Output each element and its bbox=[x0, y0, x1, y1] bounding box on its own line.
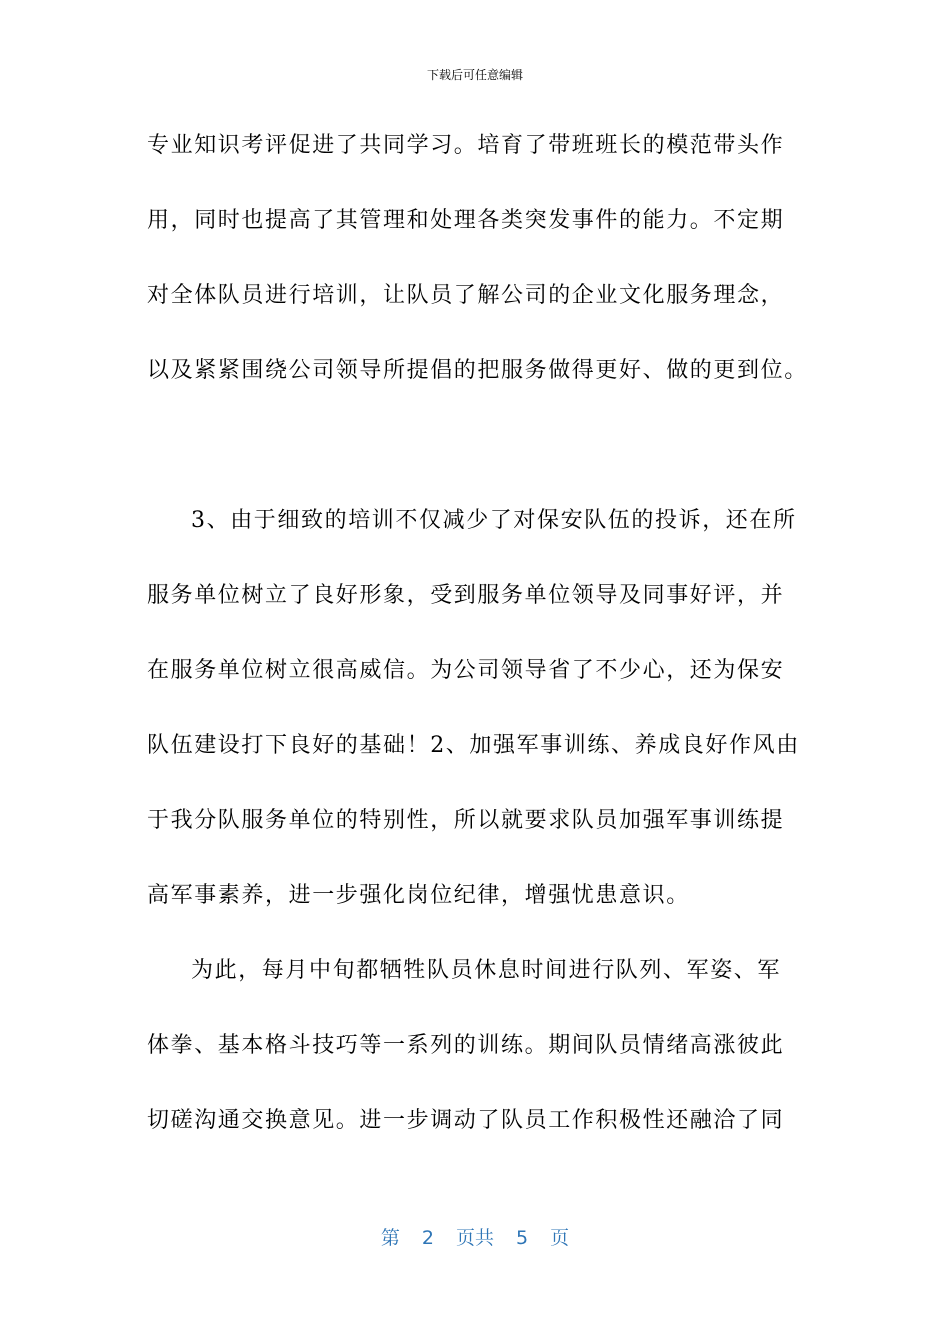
footer-middle: 页共 bbox=[455, 1227, 494, 1249]
text-line: 于我分队服务单位的特别性，所以就要求队员加强军事训练提 bbox=[147, 808, 785, 833]
text-line: 3、由于细致的培训不仅减少了对保安队伍的投诉，还在所 bbox=[191, 508, 797, 533]
text-line: 以及紧紧围绕公司领导所提倡的把服务做得更好、做的更到位。 bbox=[147, 358, 808, 383]
footer-suffix: 页 bbox=[550, 1227, 570, 1249]
page-header: 下载后可任意编辑 bbox=[426, 68, 523, 82]
footer-page-number: 2 bbox=[421, 1227, 434, 1249]
paragraph-2 bbox=[147, 501, 807, 951]
text-line: 为此，每月中旬都牺牲队员休息时间进行队列、军姿、军 bbox=[191, 958, 782, 983]
text-line: 高军事素养，进一步强化岗位纪律，增强忧患意识。 bbox=[147, 883, 690, 908]
footer-prefix: 第 bbox=[380, 1227, 400, 1249]
document-body bbox=[147, 126, 807, 1176]
text-line: 切磋沟通交换意见。进一步调动了队员工作积极性还融洽了同 bbox=[147, 1108, 785, 1133]
text-line: 对全体队员进行培训，让队员了解公司的企业文化服务理念， bbox=[147, 283, 785, 308]
page-footer bbox=[0, 1226, 950, 1250]
text-line: 体拳、基本格斗技巧等一系列的训练。期间队员情绪高涨彼此 bbox=[147, 1033, 785, 1058]
paragraph-3 bbox=[147, 951, 807, 1176]
text-line: 在服务单位树立很高威信。为公司领导省了不少心，还为保安 bbox=[147, 658, 785, 683]
footer-total-pages: 5 bbox=[516, 1227, 529, 1249]
paragraph-1 bbox=[147, 126, 807, 426]
text-line: 用，同时也提高了其管理和处理各类突发事件的能力。不定期 bbox=[147, 208, 785, 233]
paragraph-gap bbox=[147, 426, 807, 501]
text-line: 服务单位树立了良好形象，受到服务单位领导及同事好评，并 bbox=[147, 583, 785, 608]
text-line: 队伍建设打下良好的基础！2、加强军事训练、养成良好作风由 bbox=[147, 733, 800, 758]
text-line: 专业知识考评促进了共同学习。培育了带班班长的模范带头作 bbox=[147, 133, 785, 158]
